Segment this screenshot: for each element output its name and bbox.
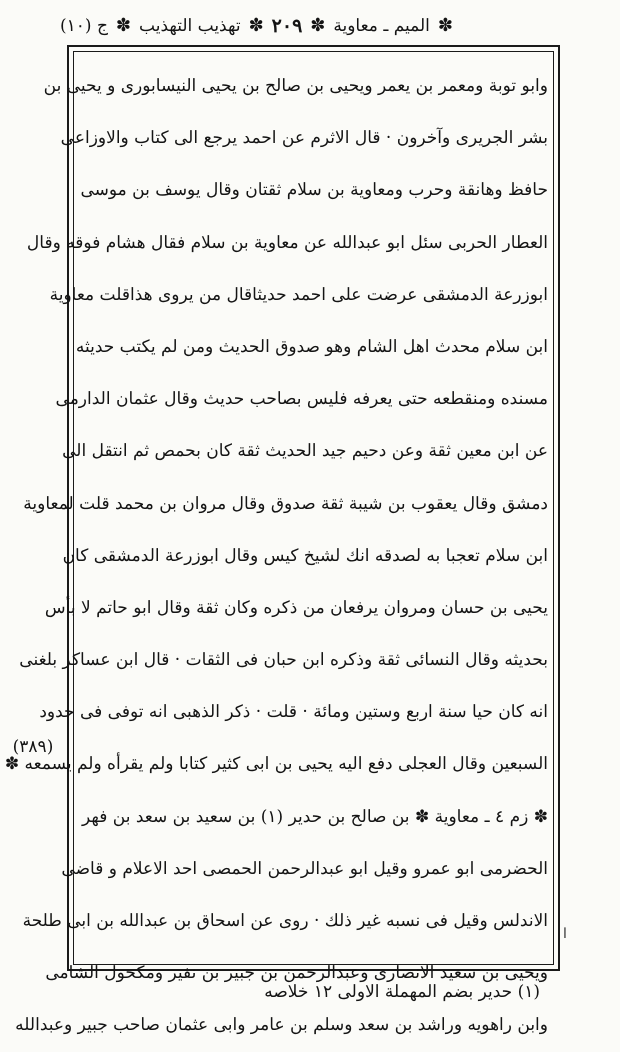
book-title: تهذيب التهذيب <box>139 16 241 36</box>
running-header <box>60 8 560 44</box>
ornament-star-icon: ✽ <box>437 15 453 36</box>
text-line: وابن راهويه وراشد بن سعد وسلم بن عامر وابى عثمان صاحب جبير وعبدالله <box>15 1015 548 1036</box>
ornament-star-icon: ✽ <box>115 15 132 36</box>
volume-label: ج (١٠) <box>60 16 108 36</box>
text-line: ابوزرعة الدمشقى عرضت على احمد حديثاقال من يروى هذاقلت معاوية <box>49 284 548 305</box>
text-line: بشر الجريرى وآخرون · قال الاثرم عن احمد يرجع الى كتاب والاوزاعى <box>60 128 548 149</box>
footnote: (١) حدير بضم المهملة الاولى ١٢ خلاصه <box>264 982 540 1002</box>
section-label: الميم ـ معاوية <box>333 16 430 36</box>
text-line: الاندلس وقيل فى نسبه غير ذلك · روى عن اسحاق بن عبدالله بن ابى طلحة <box>22 911 548 931</box>
entry-heading-line: ✽ زم ٤ ـ معاوية ✽ بن صالح بن حدير (١) بن سعيد بن سعد بن فهر <box>82 806 548 827</box>
margin-mark: ا <box>563 926 567 942</box>
text-line: الحضرمى ابو عمرو وقيل ابو عبدالرحمن الحمصى احد الاعلام و قاضى <box>61 858 548 879</box>
ornament-star-icon: ✽ <box>310 15 326 36</box>
text-line: عن ابن معين ثقة وعن دحيم جيد الحديث ثقة كان بحمص ثم انتقل الى <box>62 441 548 462</box>
text-line: وابو توبة ومعمر بن يعمر ويحيى بن صالح بن يحيى النيسابورى و يحيى بن <box>43 76 548 96</box>
page-number: ٢٠٩ <box>271 15 303 37</box>
text-line: العطار الحربى سئل ابو عبدالله عن معاوية بن سلام فقال هشام فوقه وقال <box>26 232 548 253</box>
text-line: مسنده ومنقطعه حتى يعرفه فليس بصاحب حديث وقال عثمان الدارمى <box>55 389 548 410</box>
text-line: انه كان حيا سنة اربع وستين ومائة · قلت · ذكر الذهبى انه توفى فى حدود <box>39 702 548 723</box>
ornament-star-icon: ✽ <box>248 15 264 36</box>
text-line: ويحيى بن سعيد الانصارى وعبدالرحمن بن جبير بن نفير ومكحول الشامى <box>45 963 548 984</box>
text-line: دمشق وقال يعقوب بن شيبة ثقة صدوق وقال مروان بن محمد قلت لمعاوية <box>23 493 548 514</box>
text-line: بحديثه وقال النسائى ثقة وذكره ابن حبان فى الثقات · قال ابن عساكر بلغنى <box>19 650 548 671</box>
text-line: السبعين وقال العجلى دفع اليه يحيى بن ابى كثير كتابا ولم يقرأه ولم يسمعه ✽ <box>4 754 548 775</box>
text-line: يحيى بن حسان ومروان يرفعان من ذكره وكان ثقة وقال ابو حاتم لا بأس <box>44 597 548 618</box>
text-line: حافظ وهانقة وحرب ومعاوية بن سلام ثقتان وقال يوسف بن موسى <box>80 180 548 201</box>
margin-entry-number: (٣٨٩) <box>12 737 54 757</box>
text-line: ابن سلام تعجبا به لصدقه انك لشيخ كيس وقال ابوزرعة الدمشقى كان <box>62 545 548 566</box>
text-line: ابن سلام محدث اهل الشام وهو صدوق الحديث ومن لم يكتب حديثه <box>75 336 548 357</box>
